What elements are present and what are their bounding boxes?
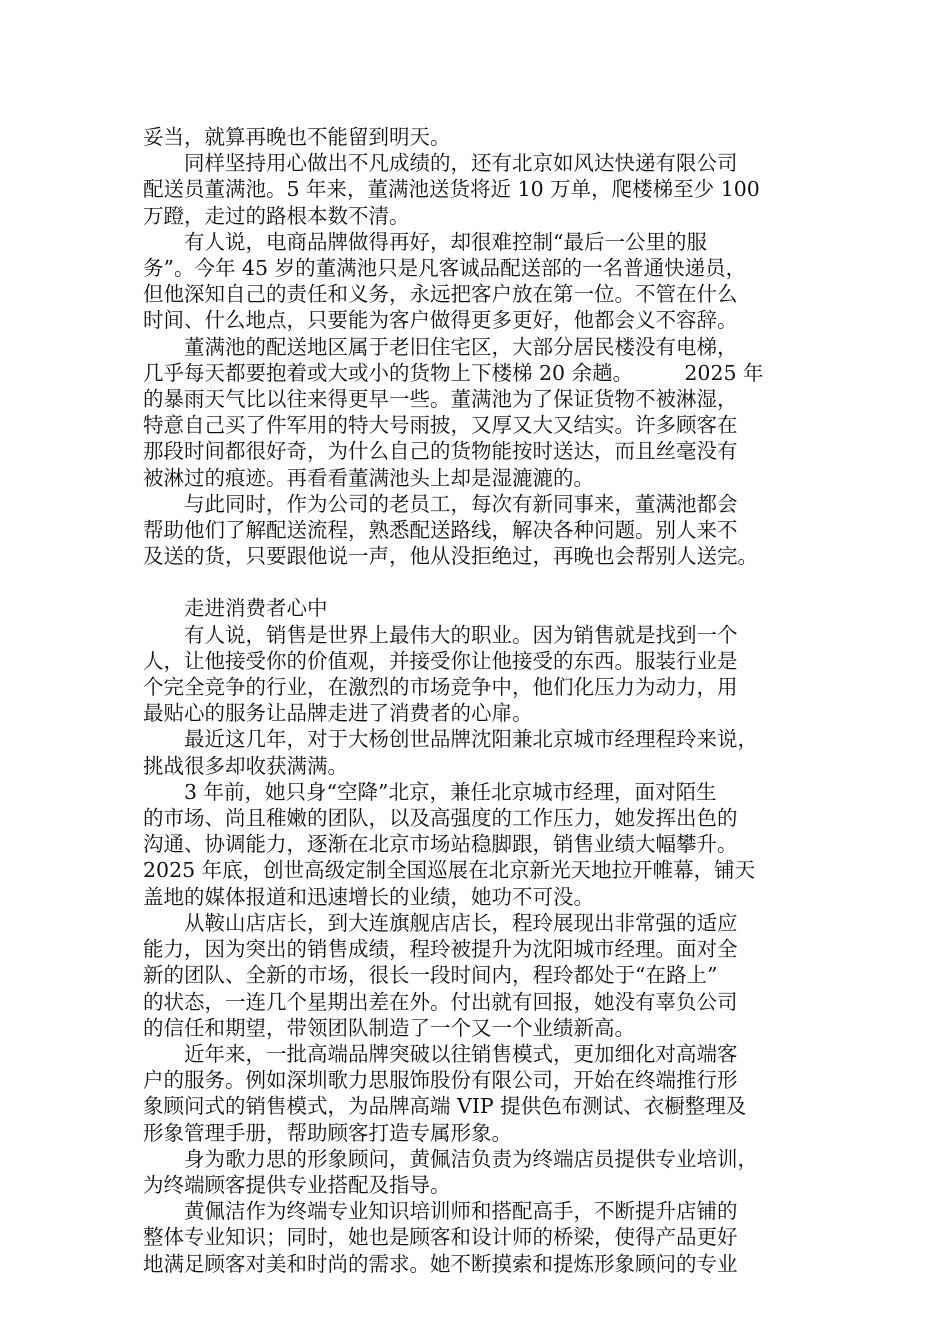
text-line: 象顾问式的销售模式，为品牌高端 VIP 提供色布测试、衣橱整理及 xyxy=(143,1094,747,1119)
paragraph xyxy=(143,124,807,150)
paragraph xyxy=(143,1198,807,1277)
text-line: 3 年前，她只身“空降”北京，兼任北京城市经理，面对陌生 xyxy=(143,779,717,804)
text-line: 的暴雨天气比以往来得更早一些。董满池为了保证货物不被淋湿， xyxy=(143,387,738,412)
text-line: 为终端顾客提供专业搭配及指导。 xyxy=(143,1172,451,1197)
paragraph xyxy=(143,910,807,1041)
text-line: 新的团队、全新的市场，很长一段时间内，程玲都处于“在路上” xyxy=(143,963,718,988)
text-line: 那段时间都很好奇，为什么自己的货物能按时送达，而且丝毫没有 xyxy=(143,439,738,464)
text-line: 整体专业知识；同时，她也是顾客和设计师的桥梁，使得产品更好 xyxy=(143,1225,738,1250)
text-line: 走进消费者心中 xyxy=(143,596,328,621)
text-line: 沟通、协调能力，逐渐在北京市场站稳脚跟，销售业绩大幅攀升。 xyxy=(143,832,738,857)
text-line: 最近这几年，对于大杨创世品牌沈阳兼北京城市经理程玲来说， xyxy=(143,727,758,752)
text-line: 同样坚持用心做出不凡成绩的，还有北京如风达快递有限公司 xyxy=(143,151,738,176)
document-body xyxy=(143,124,807,1277)
text-line: 特意自己买了件军用的特大号雨披，又厚又大又结实。许多顾客在 xyxy=(143,413,738,438)
text-line: 的状态，一连几个星期出差在外。付出就有回报，她没有辜负公司 xyxy=(143,989,738,1014)
text-line: 配送员董满池。5 年来，董满池送货将近 10 万单，爬楼梯至少 100 xyxy=(143,177,760,202)
paragraph xyxy=(143,622,807,727)
text-line: 户的服务。例如深圳歌力思服饰股份有限公司，开始在终端推行形 xyxy=(143,1068,738,1093)
paragraph xyxy=(143,779,807,910)
text-line: 挑战很多却收获满满。 xyxy=(143,753,348,778)
text-line: 但他深知自己的责任和义务，永远把客户放在第一位。不管在什么 xyxy=(143,282,738,307)
paragraph xyxy=(143,334,807,491)
text-line: 被淋过的痕迹。再看看董满池头上却是湿漉漉的。 xyxy=(143,465,594,490)
text-line: 妥当，就算再晚也不能留到明天。 xyxy=(143,125,451,149)
text-line: 帮助他们了解配送流程，熟悉配送路线，解决各种问题。别人来不 xyxy=(143,518,738,543)
text-line: 务”。今年 45 岁的董满池只是凡客诚品配送部的一名普通快递员， xyxy=(143,256,747,281)
text-line: 身为歌力思的形象顾问，黄佩洁负责为终端店员提供专业培训， xyxy=(143,1146,758,1171)
text-line: 与此同时，作为公司的老员工，每次有新同事来，董满池都会 xyxy=(143,491,738,516)
text-line: 的市场、尚且稚嫩的团队，以及高强度的工作压力，她发挥出色的 xyxy=(143,806,738,831)
text-line: 时间、什么地点，只要能为客户做得更多更好，他都会义不容辞。 xyxy=(143,308,738,333)
text-line: 能力，因为突出的销售成绩，程玲被提升为沈阳城市经理。面对全 xyxy=(143,937,738,962)
text-line: 的信任和期望，带领团队制造了一个又一个业绩新高。 xyxy=(143,1015,635,1040)
text-line: 个完全竞争的行业，在激烈的市场竞争中，他们化压力为动力，用 xyxy=(143,675,738,700)
text-line: 2025 年底，创世高级定制全国巡展在北京新光天地拉开帷幕，铺天 xyxy=(143,858,756,883)
text-line: 近年来，一批高端品牌突破以往销售模式，更加细化对高端客 xyxy=(143,1041,738,1066)
text-line: 有人说，销售是世界上最伟大的职业。因为销售就是找到一个 xyxy=(143,622,738,647)
paragraph xyxy=(143,229,807,334)
text-line: 及送的货，只要跟他说一声，他从没拒绝过，再晚也会帮别人送完。 xyxy=(143,544,758,569)
text-line: 董满池的配送地区属于老旧住宅区，大部分居民楼没有电梯， xyxy=(143,334,738,359)
text-line: 最贴心的服务让品牌走进了消费者的心扉。 xyxy=(143,701,533,726)
paragraph-spacer xyxy=(143,569,807,595)
paragraph xyxy=(143,726,807,778)
text-line: 有人说，电商品牌做得再好，却很难控制“最后一公里的服 xyxy=(143,229,707,254)
text-line: 盖地的媒体报道和迅速增长的业绩，她功不可没。 xyxy=(143,884,594,909)
text-line: 地满足顾客对美和时尚的需求。她不断摸索和提炼形象顾问的专业 xyxy=(143,1251,738,1276)
text-line: 人，让他接受你的价值观，并接受你让他接受的东西。服装行业是 xyxy=(143,648,738,673)
paragraph xyxy=(143,1041,807,1146)
text-line: 黄佩洁作为终端专业知识培训师和搭配高手，不断提升店铺的 xyxy=(143,1199,738,1224)
paragraph xyxy=(143,491,807,570)
paragraph xyxy=(143,1146,807,1198)
text-line: 万蹬，走过的路根本数不清。 xyxy=(143,203,410,228)
section-heading xyxy=(143,595,807,621)
text-line: 从鞍山店店长，到大连旗舰店店长，程玲展现出非常强的适应 xyxy=(143,910,738,935)
text-line: 形象管理手册，帮助顾客打造专属形象。 xyxy=(143,1120,512,1145)
text-line: 几乎每天都要抱着或大或小的货物上下楼梯 20 余趟。 2025 年 xyxy=(143,360,764,385)
paragraph xyxy=(143,150,807,229)
